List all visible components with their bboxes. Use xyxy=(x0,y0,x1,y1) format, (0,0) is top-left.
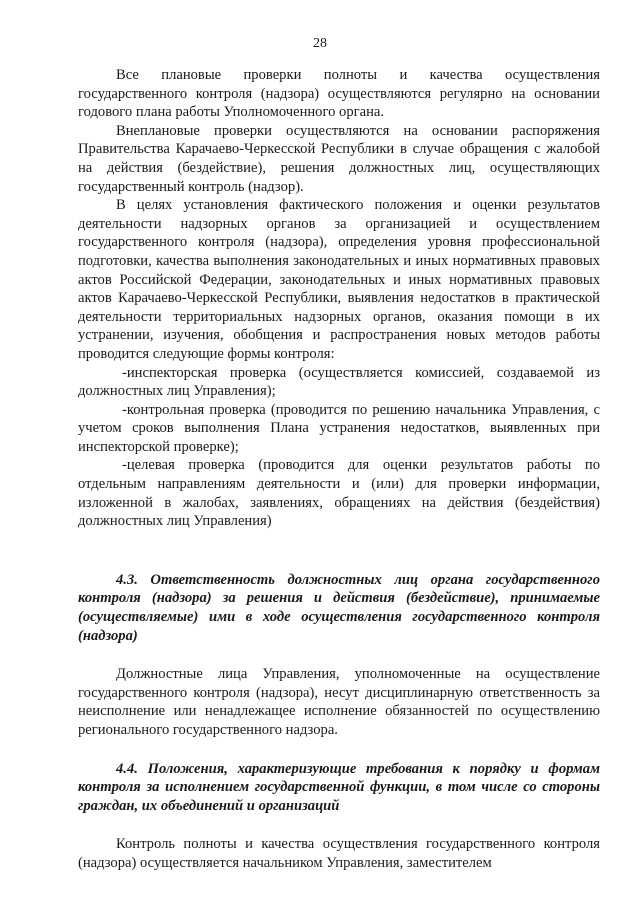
section-text-4-3: Должностные лица Управления, уполномоченные на осуществление государственного контроля (надзора), несут дисциплинарную ответственность за неисполнение или ненадлежащее исполнение обязанностей по осуществлению регионального государственного надзора. xyxy=(78,666,600,738)
list-item-inspection: -инспекторская проверка (осуществляется комиссией, создаваемой из должностных лиц Управления); xyxy=(78,364,600,400)
page-number: 28 xyxy=(313,36,327,51)
document-body xyxy=(78,66,600,873)
list-item-control-check: -контрольная проверка (проводится по решению начальника Управления, с учетом сроков выполнения Плана устранения недостатков, выявленных при инспекторской проверке); xyxy=(78,401,600,455)
section-heading-4-3: 4.3. Ответственность должностных лиц органа государственного контроля (надзора) за решения и действия (бездействие), принимаемые (осуществляемые) ими в ходе осуществления государственного контроля (надзора) xyxy=(78,571,600,644)
paragraph-planned-checks: Все плановые проверки полноты и качества осуществления государственного контроля (надзора) осуществляются регулярно на основании годового плана работы Уполномоченного органа. xyxy=(78,67,600,121)
list-item-targeted-check: -целевая проверка (проводится для оценки результатов работы по отдельным направлениям деятельности и (или) для проверки информации, изложенной в жалобах, заявлениях, обращениях на действия (бездействия) должностных лиц Управления) xyxy=(78,457,600,530)
section-heading-4-4: 4.4. Положения, характеризующие требования к порядку и формам контроля за исполнением государственной функции, в том числе со стороны граждан, их объединений и организаций xyxy=(78,760,600,814)
paragraph-control-forms: В целях установления фактического положения и оценки результатов деятельности надзорных органов за организацией и осуществлением государственного контроля (надзора), определения уровня профессиональной подготовки, качества выполнения законодательных и иных нормативных правовых актов Российской Федерации, законодательных и иных нормативных правовых актов Карачаево-Черкесской Республики, выявления недостатков в практической деятельности территориальных надзорных органов, оказания помощи в их устранении, изучения, обобщения и распространения новых методов работы проводится следующие формы контроля: xyxy=(78,197,600,362)
section-text-4-4: Контроль полноты и качества осуществления государственного контроля (надзора) осуществляется начальником Управления, заместителем xyxy=(78,836,600,871)
paragraph-unplanned-checks: Внеплановые проверки осуществляются на основании распоряжения Правительства Карачаево-Черкесской Республики в случае обращения с жалобой на действия (бездействие), решения должностных лиц, осуществляющих государственный контроль (надзор). xyxy=(78,122,600,195)
